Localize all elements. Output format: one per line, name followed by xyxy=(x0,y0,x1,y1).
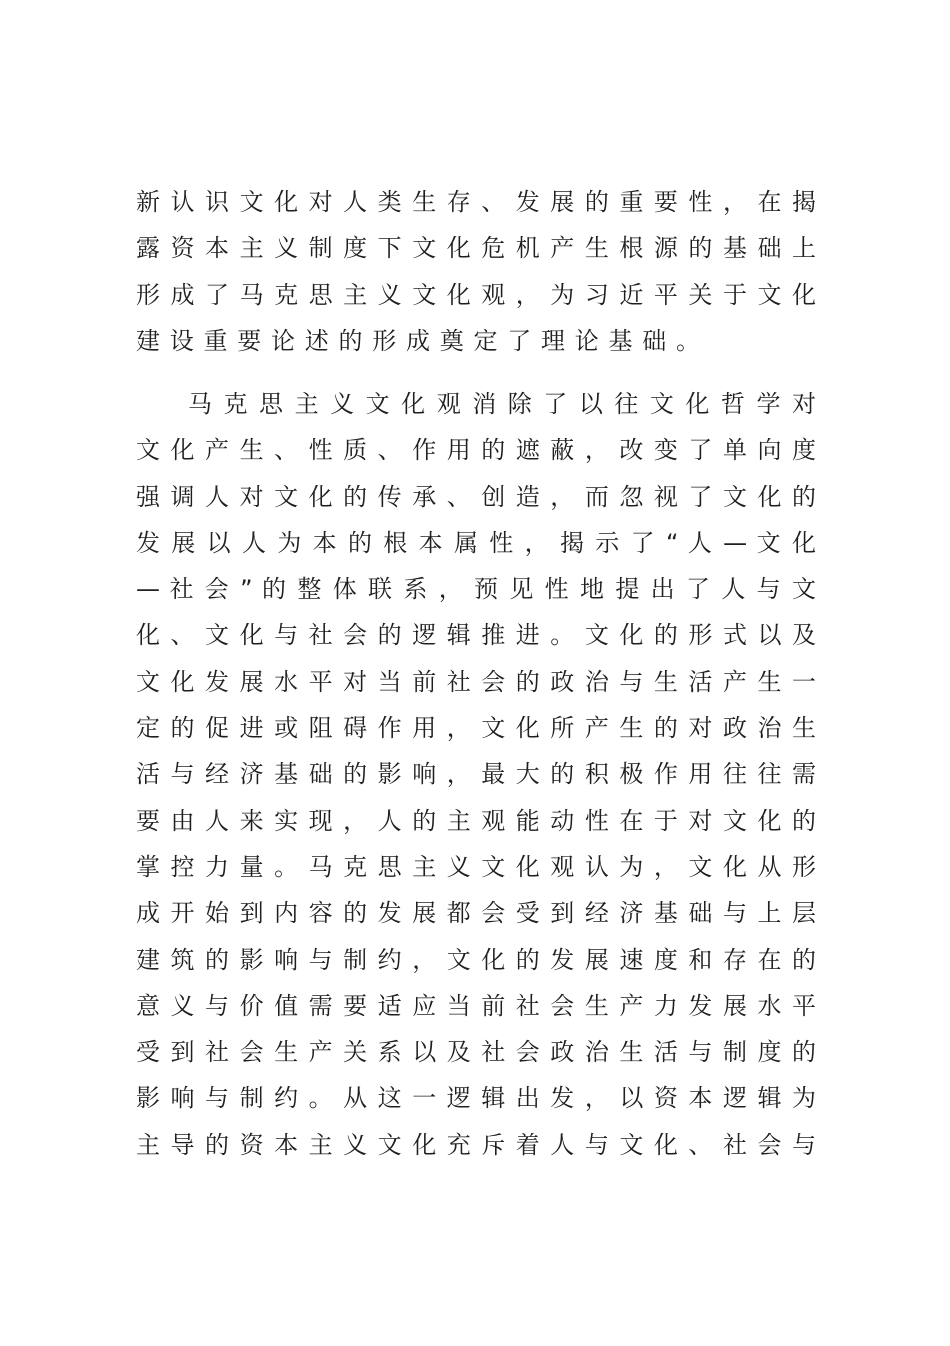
text-line: 化 、 文 化 与 社 会 的 逻 辑 推 进 。 文 化 的 形 式 以 及 xyxy=(136,621,816,650)
text-line: 发 展 以 人 为 本 的 根 本 属 性 ， 揭 示 了 “ 人 — 文 化 xyxy=(136,528,816,557)
text-line: 主 导 的 资 本 主 义 文 化 充 斥 着 人 与 文 化 、 社 会 与 xyxy=(136,1130,816,1159)
text-line: 掌 控 力 量 。 马 克 思 主 义 文 化 观 认 为 ， 文 化 从 形 xyxy=(136,852,816,881)
text-line: — 社 会 ” 的 整 体 联 系 ， 预 见 性 地 提 出 了 人 与 文 xyxy=(136,575,816,604)
text-line: 强 调 人 对 文 化 的 传 承 、 创 造 ， 而 忽 视 了 文 化 的 xyxy=(136,482,816,511)
text-line: 文 化 产 生 、 性 质 、 作 用 的 遮 蔽 ， 改 变 了 单 向 度 xyxy=(136,436,816,465)
paragraph-2 xyxy=(136,381,816,1168)
text-line: 马 克 思 主 义 文 化 观 消 除 了 以 往 文 化 哲 学 对 xyxy=(188,390,816,418)
text-line: 受 到 社 会 生 产 关 系 以 及 社 会 政 治 生 活 与 制 度 的 xyxy=(136,1038,816,1067)
text-line: 形 成 了 马 克 思 主 义 文 化 观 ， 为 习 近 平 关 于 文 化 xyxy=(136,280,816,309)
text-line: 活 与 经 济 基 础 的 影 响 ， 最 大 的 积 极 作 用 往 往 需 xyxy=(136,760,816,789)
text-line: 意 义 与 价 值 需 要 适 应 当 前 社 会 生 产 力 发 展 水 平 xyxy=(136,991,816,1020)
text-line: 露 资 本 主 义 制 度 下 文 化 危 机 产 生 根 源 的 基 础 上 xyxy=(136,234,816,263)
text-line: 影 响 与 制 约 。 从 这 一 逻 辑 出 发 ， 以 资 本 逻 辑 为 xyxy=(136,1084,816,1113)
text-line: 新 认 识 文 化 对 人 类 生 存 、 发 展 的 重 要 性 ， 在 揭 xyxy=(136,188,816,216)
text-line: 建 筑 的 影 响 与 制 约 ， 文 化 的 发 展 速 度 和 存 在 的 xyxy=(136,945,816,974)
text-line: 定 的 促 进 或 阻 碍 作 用 ， 文 化 所 产 生 的 对 政 治 生 xyxy=(136,714,816,743)
paragraph-1 xyxy=(136,179,816,364)
text-line: 建 设 重 要 论 述 的 形 成 奠 定 了 理 论 基 础 。 xyxy=(136,326,700,355)
text-line: 文 化 发 展 水 平 对 当 前 社 会 的 政 治 与 生 活 产 生 一 xyxy=(136,667,816,696)
text-line: 要 由 人 来 实 现 ， 人 的 主 观 能 动 性 在 于 对 文 化 的 xyxy=(136,806,816,835)
text-line: 成 开 始 到 内 容 的 发 展 都 会 受 到 经 济 基 础 与 上 层 xyxy=(136,899,816,928)
